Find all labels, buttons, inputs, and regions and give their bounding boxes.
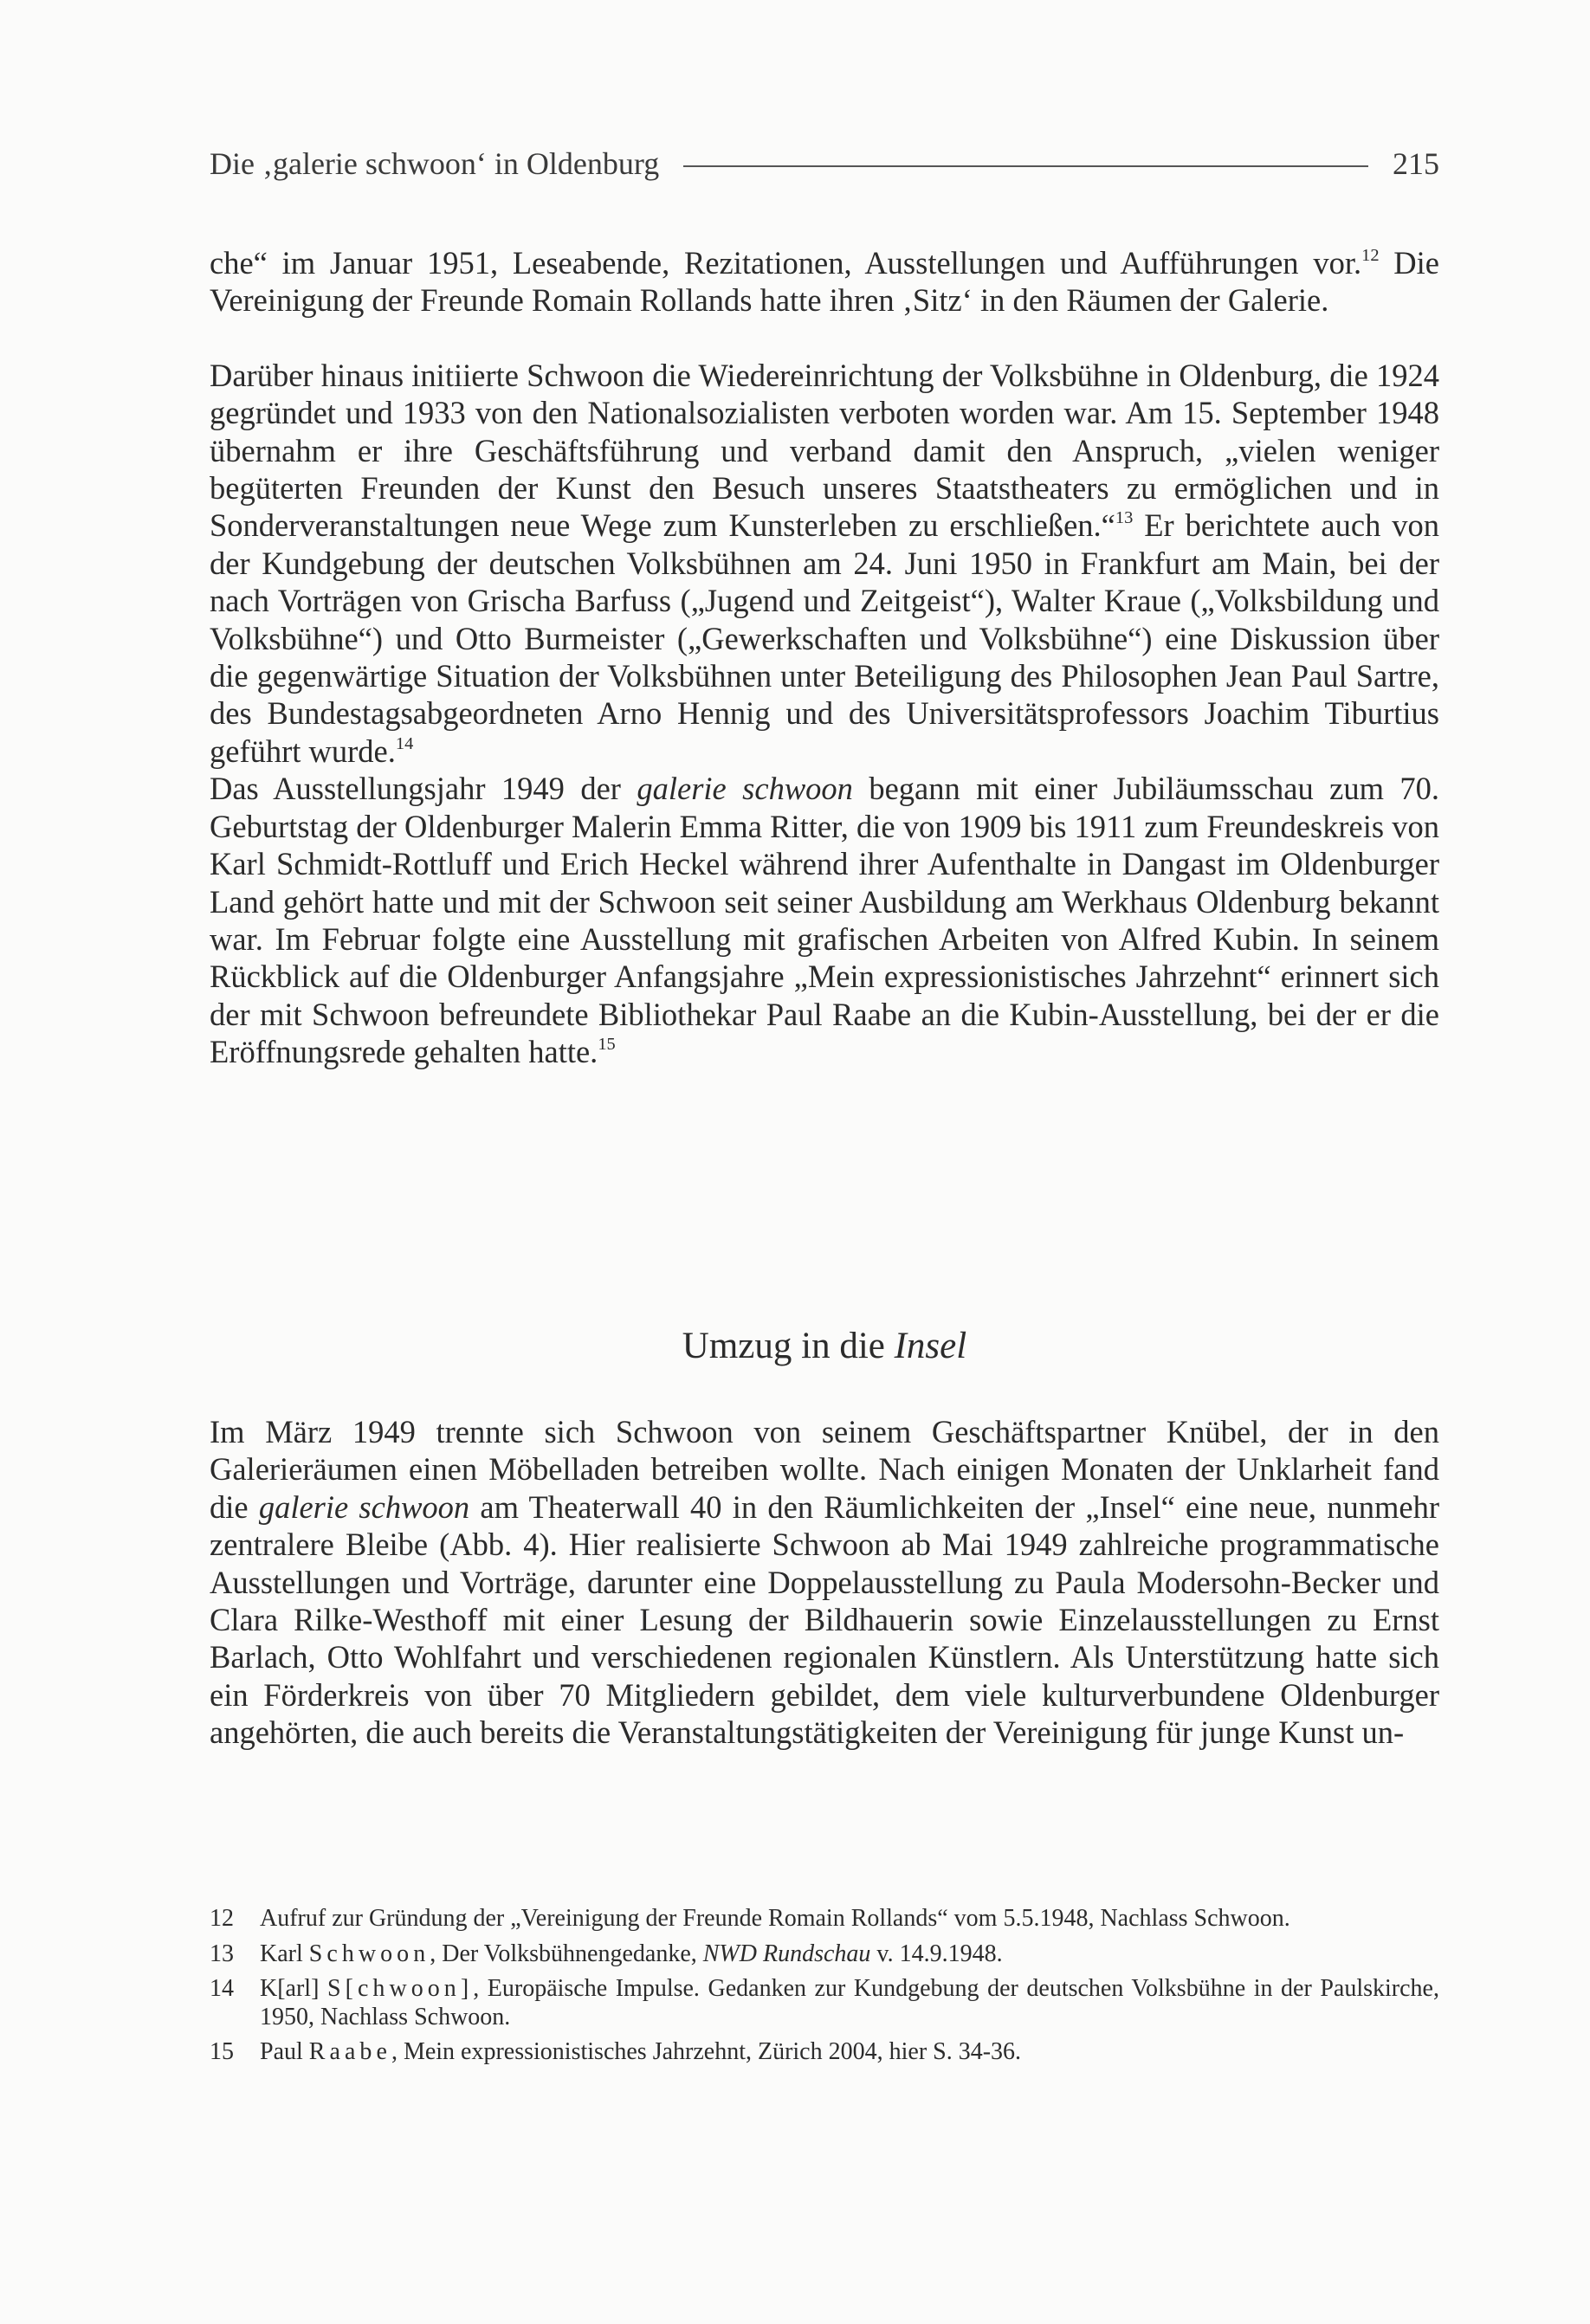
text-run: , Europäische Impulse. Gedanken zur Kundgebung der deutschen Volksbühne in der Paulskirche, 1950, Nachlass Schwoon. [260, 1975, 1439, 2030]
paragraph-4 [210, 1413, 1439, 1752]
footnote-12 [210, 1905, 1439, 1933]
heading-italic: Insel [894, 1326, 967, 1366]
footnote-ref-15[interactable]: 15 [598, 1034, 616, 1054]
footnote-14 [210, 1975, 1439, 2031]
text-run: che“ im Januar 1951, Leseabende, Rezitationen, Ausstellungen und Aufführungen vor. [210, 245, 1362, 281]
footnote-text [260, 1940, 1439, 1969]
spaced-name: Raabe [308, 2038, 391, 2065]
paragraph-3 [210, 770, 1439, 1070]
spaced-name: Schwoon [308, 1940, 430, 1967]
running-header [210, 145, 1439, 182]
footnote-ref-14[interactable]: 14 [395, 733, 414, 753]
text-run: , Der Volksbühnengedanke, [430, 1940, 703, 1967]
footnote-13 [210, 1940, 1439, 1969]
footnote-number: 13 [210, 1940, 234, 1967]
text-run: v. 14.9.1948. [870, 1940, 1003, 1967]
footnote-15 [210, 2038, 1439, 2067]
paragraph-2 [210, 357, 1439, 770]
running-title: Die ‚galerie schwoon‘ in Oldenburg [210, 146, 660, 181]
spaced-name: S[chwoon] [326, 1975, 474, 2002]
footnote-text: Aufruf zur Gründung der „Vereinigung der Freunde Romain Rollands“ vom 5.5.1948, Nachlass Schwoon. [260, 1905, 1290, 1932]
footnote-ref-13[interactable]: 13 [1115, 508, 1134, 528]
italic-title: NWD Rundschau [702, 1940, 871, 1967]
body-text-upper [210, 244, 1439, 1071]
footnote-text [260, 2038, 1439, 2067]
heading-text: Umzug in die [682, 1326, 895, 1366]
body-text-lower [210, 1413, 1439, 1752]
footnote-number: 14 [210, 1975, 234, 2002]
text-run: Karl [260, 1940, 309, 1967]
text-run: begann mit einer Jubiläumsschau zum 70. Geburtstag der Oldenburger Malerin Emma Ritter, die von 1909 bis 1911 zum Freundeskreis von Karl Schmidt-Rottluff und Erich Heckel während ihrer Aufenthalte in Dangast im Oldenburger Land gehört hatte und mit der Schwoon seit seiner Ausbildung am Werkhaus Oldenburg bekannt war. Im Februar folgte eine Ausstellung mit grafischen Arbeiten von Alfred Kubin. In seinem Rückblick auf die Oldenburger Anfangsjahre „Mein expressionistisches Jahrzehnt“ erinnert sich der mit Schwoon befreundete Bibliothekar Paul Raabe an die Kubin-Ausstellung, bei der er die Eröffnungsrede gehalten hatte. [210, 771, 1440, 1070]
text-run: K[arl] [260, 1975, 327, 2002]
italic-gallery-name: galerie schwoon [258, 1488, 470, 1525]
text-run: am Theaterwall 40 in den Räumlichkeiten der „Insel“ eine neue, nunmehr zentralere Bleibe (Abb. 4). Hier realisierte Schwoon ab Mai 1949 zahlreiche programmatische Ausstellungen und Vorträge, darunter eine Doppelausstellung zu Paula Modersohn-Becker und Clara Rilke-Westhoff mit einer Lesung der Bildhauerin sowie Einzelausstellungen zu Ernst Barlach, Otto Wohlfahrt und verschiedenen regionalen Künstlern. Als Unterstützung hatte sich ein Förderkreis von über 70 Mitgliedern gebildet, dem viele kulturverbundene Oldenburger angehörten, die auch bereits die Veranstaltungstätigkeiten der Vereinigung für junge Kunst un- [210, 1488, 1439, 1751]
text-run: , Mein expressionistisches Jahrzehnt, Zürich 2004, hier S. 34-36. [391, 2038, 1022, 2065]
footnote-number: 15 [210, 2038, 234, 2065]
paragraph-1 [210, 244, 1439, 320]
text-run: Im März 1949 trennte sich Schwoon von seinem Geschäftspartner Knübel, der in den Galerieräumen einen Möbelladen betreiben wollte. Nach einigen Monaten der Unklarheit fand die [210, 1414, 1439, 1525]
text-run: Er berichtete auch von der Kundgebung der deutschen Volksbühnen am 24. Juni 1950 in Frankfurt am Main, bei der nach Vorträgen von Grischa Barfuss („Jugend und Zeitgeist“), Walter Kraue („Volksbildung und Volksbühne“) und Otto Burmeister („Gewerkschaften und Volksbühne“) eine Diskussion über die gegenwärtige Situation der Volksbühnen unter Beteiligung des Philosophen Jean Paul Sartre, des Bundestagsabgeordneten Arno Hennig und des Universitätsprofessors Joachim Tiburtius geführt wurde. [210, 507, 1439, 769]
footnote-text [260, 1975, 1439, 2031]
section-heading [210, 1325, 1439, 1367]
text-run: Die Vereinigung der Freunde Romain Rollands hatte ihren ‚Sitz‘ in den Räumen der Galerie. [210, 245, 1439, 319]
footnote-ref-12[interactable]: 12 [1361, 245, 1380, 265]
text-run: Das Ausstellungsjahr 1949 der [210, 771, 637, 807]
footnote-number: 12 [210, 1905, 234, 1932]
text-run: Paul [260, 2038, 309, 2065]
footnotes [210, 1905, 1439, 2074]
page-number: 215 [1393, 146, 1439, 181]
italic-gallery-name: galerie schwoon [637, 771, 853, 807]
text-run: Darüber hinaus initiierte Schwoon die Wiedereinrichtung der Volksbühne in Oldenburg, die 1924 gegründet und 1933 von den Nationalsozialisten verboten worden war. Am 15. September 1948 übernahm er ihre Geschäftsführung und verband damit den Anspruch, „vielen weniger begüterten Freunden der Kunst den Besuch unseres Staatstheaters zu ermöglichen und in Sonderveranstaltungen neue Wege zum Kunsterleben zu erschließen.“ [210, 357, 1439, 544]
header-rule [683, 165, 1368, 167]
